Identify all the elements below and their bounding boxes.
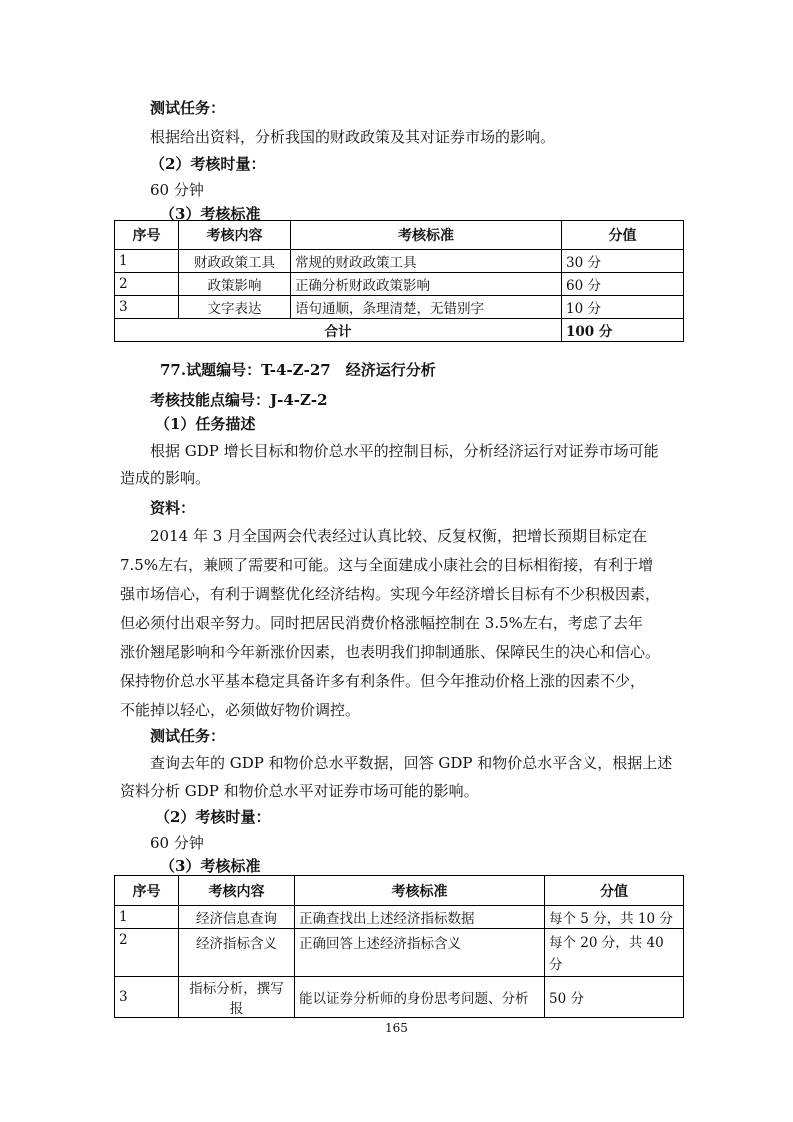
task-line: 查询去年的 GDP 和物价总水平数据，回答 GDP 和物价总水平含义，根据上述 [150, 754, 673, 772]
material-line: 保持物价总水平基本稳定具备许多有利条件。但今年推动价格上涨的因素不少， [120, 672, 646, 690]
material-line: 涨价翘尾影响和今年新涨价因素，也表明我们抑制通胀、保障民生的决心和信心。 [120, 643, 661, 661]
material-line: 强市场信心，有利于调整优化经济结构。实现今年经济增长目标有不少积极因素， [120, 585, 661, 603]
desc-line: 根据 GDP 增长目标和物价总水平的控制目标，分析经济运行对证券市场可能 [150, 442, 659, 460]
material-line: 不能掉以轻心，必须做好物价调控。 [120, 701, 361, 719]
table-cell: 3 [115, 296, 179, 319]
table-row [115, 977, 684, 1018]
time-text-1: 60 分钟 [150, 181, 204, 199]
header-cell: 考核内容 [179, 876, 295, 906]
table-row [115, 250, 684, 273]
table-cell: 正确分析财政政策影响 [291, 273, 562, 296]
table-cell: 经济指标含义 [179, 929, 295, 977]
table-cell: 每个 20 分，共 40 分 [545, 929, 684, 977]
table-cell: 50 分 [545, 977, 684, 1018]
table-cell: 正确查找出上述经济指标数据 [295, 906, 545, 929]
header-cell: 考核标准 [295, 876, 545, 906]
header-cell: 考核内容 [179, 221, 291, 250]
header-cell: 分值 [562, 221, 684, 250]
table-cell: 每个 5 分，共 10 分 [545, 906, 684, 929]
table-cell: 政策影响 [179, 273, 291, 296]
table-row [115, 906, 684, 929]
total-label: 合计 [115, 319, 562, 342]
standard-table-1 [114, 220, 684, 342]
table-header-row [115, 221, 684, 250]
header-cell: 序号 [115, 876, 179, 906]
skill-point: 考核技能点编号：J-4-Z-2 [150, 391, 328, 409]
desc-line: 造成的影响。 [120, 469, 211, 487]
desc-heading: （1）任务描述 [155, 415, 256, 433]
table-header-row [115, 876, 684, 906]
table-cell: 正确回答上述经济指标含义 [295, 929, 545, 977]
table-cell: 1 [115, 250, 179, 273]
table-cell: 能以证券分析师的身份思考问题、分析 [295, 977, 545, 1018]
table-cell: 3 [115, 977, 179, 1018]
page-number: 165 [385, 1021, 408, 1035]
task-text-1: 根据给出资料，分析我国的财政政策及其对证券市场的影响。 [150, 128, 556, 146]
table-cell: 财政政策工具 [179, 250, 291, 273]
table-cell: 常规的财政政策工具 [291, 250, 562, 273]
material-line: 7.5%左右，兼顾了需要和可能。这与全面建成小康社会的目标相衔接，有利于增 [120, 556, 654, 574]
table-cell: 1 [115, 906, 179, 929]
table-row [115, 296, 684, 319]
header-cell: 分值 [545, 876, 684, 906]
time-heading-1: （2）考核时量： [150, 155, 266, 173]
material-line: 2014 年 3 月全国两会代表经过认真比较、反复权衡，把增长预期目标定在 [150, 527, 648, 545]
total-value: 100 分 [562, 319, 684, 342]
standard-heading-1: （3）考核标准 [160, 205, 261, 223]
material-line: 但必须付出艰辛努力。同时把居民消费价格涨幅控制在 3.5%左右，考虑了去年 [120, 614, 643, 632]
table-row [115, 929, 684, 977]
question-title: 77.试题编号：T-4-Z-27 经济运行分析 [160, 361, 436, 379]
table-cell: 文字表达 [179, 296, 291, 319]
task-heading-2: 测试任务： [150, 727, 226, 745]
table-cell: 10 分 [562, 296, 684, 319]
task-line: 资料分析 GDP 和物价总水平对证券市场可能的影响。 [120, 782, 479, 800]
standard-heading-2: （3）考核标准 [160, 857, 261, 875]
header-cell: 考核标准 [291, 221, 562, 250]
material-heading: 资料： [150, 499, 196, 517]
table-row [115, 273, 684, 296]
table-cell: 经济信息查询 [179, 906, 295, 929]
table-cell: 指标分析，撰写报 [179, 977, 295, 1018]
table-total-row [115, 319, 684, 342]
header-cell: 序号 [115, 221, 179, 250]
table-cell: 30 分 [562, 250, 684, 273]
table-cell: 2 [115, 273, 179, 296]
table-cell: 2 [115, 929, 179, 977]
time-heading-2: （2）考核时量： [155, 808, 271, 826]
table-cell: 60 分 [562, 273, 684, 296]
table-cell: 语句通顺，条理清楚，无错别字 [291, 296, 562, 319]
standard-table-2 [114, 875, 684, 1018]
task-heading-1: 测试任务： [150, 99, 226, 117]
time-text-2: 60 分钟 [150, 834, 204, 852]
